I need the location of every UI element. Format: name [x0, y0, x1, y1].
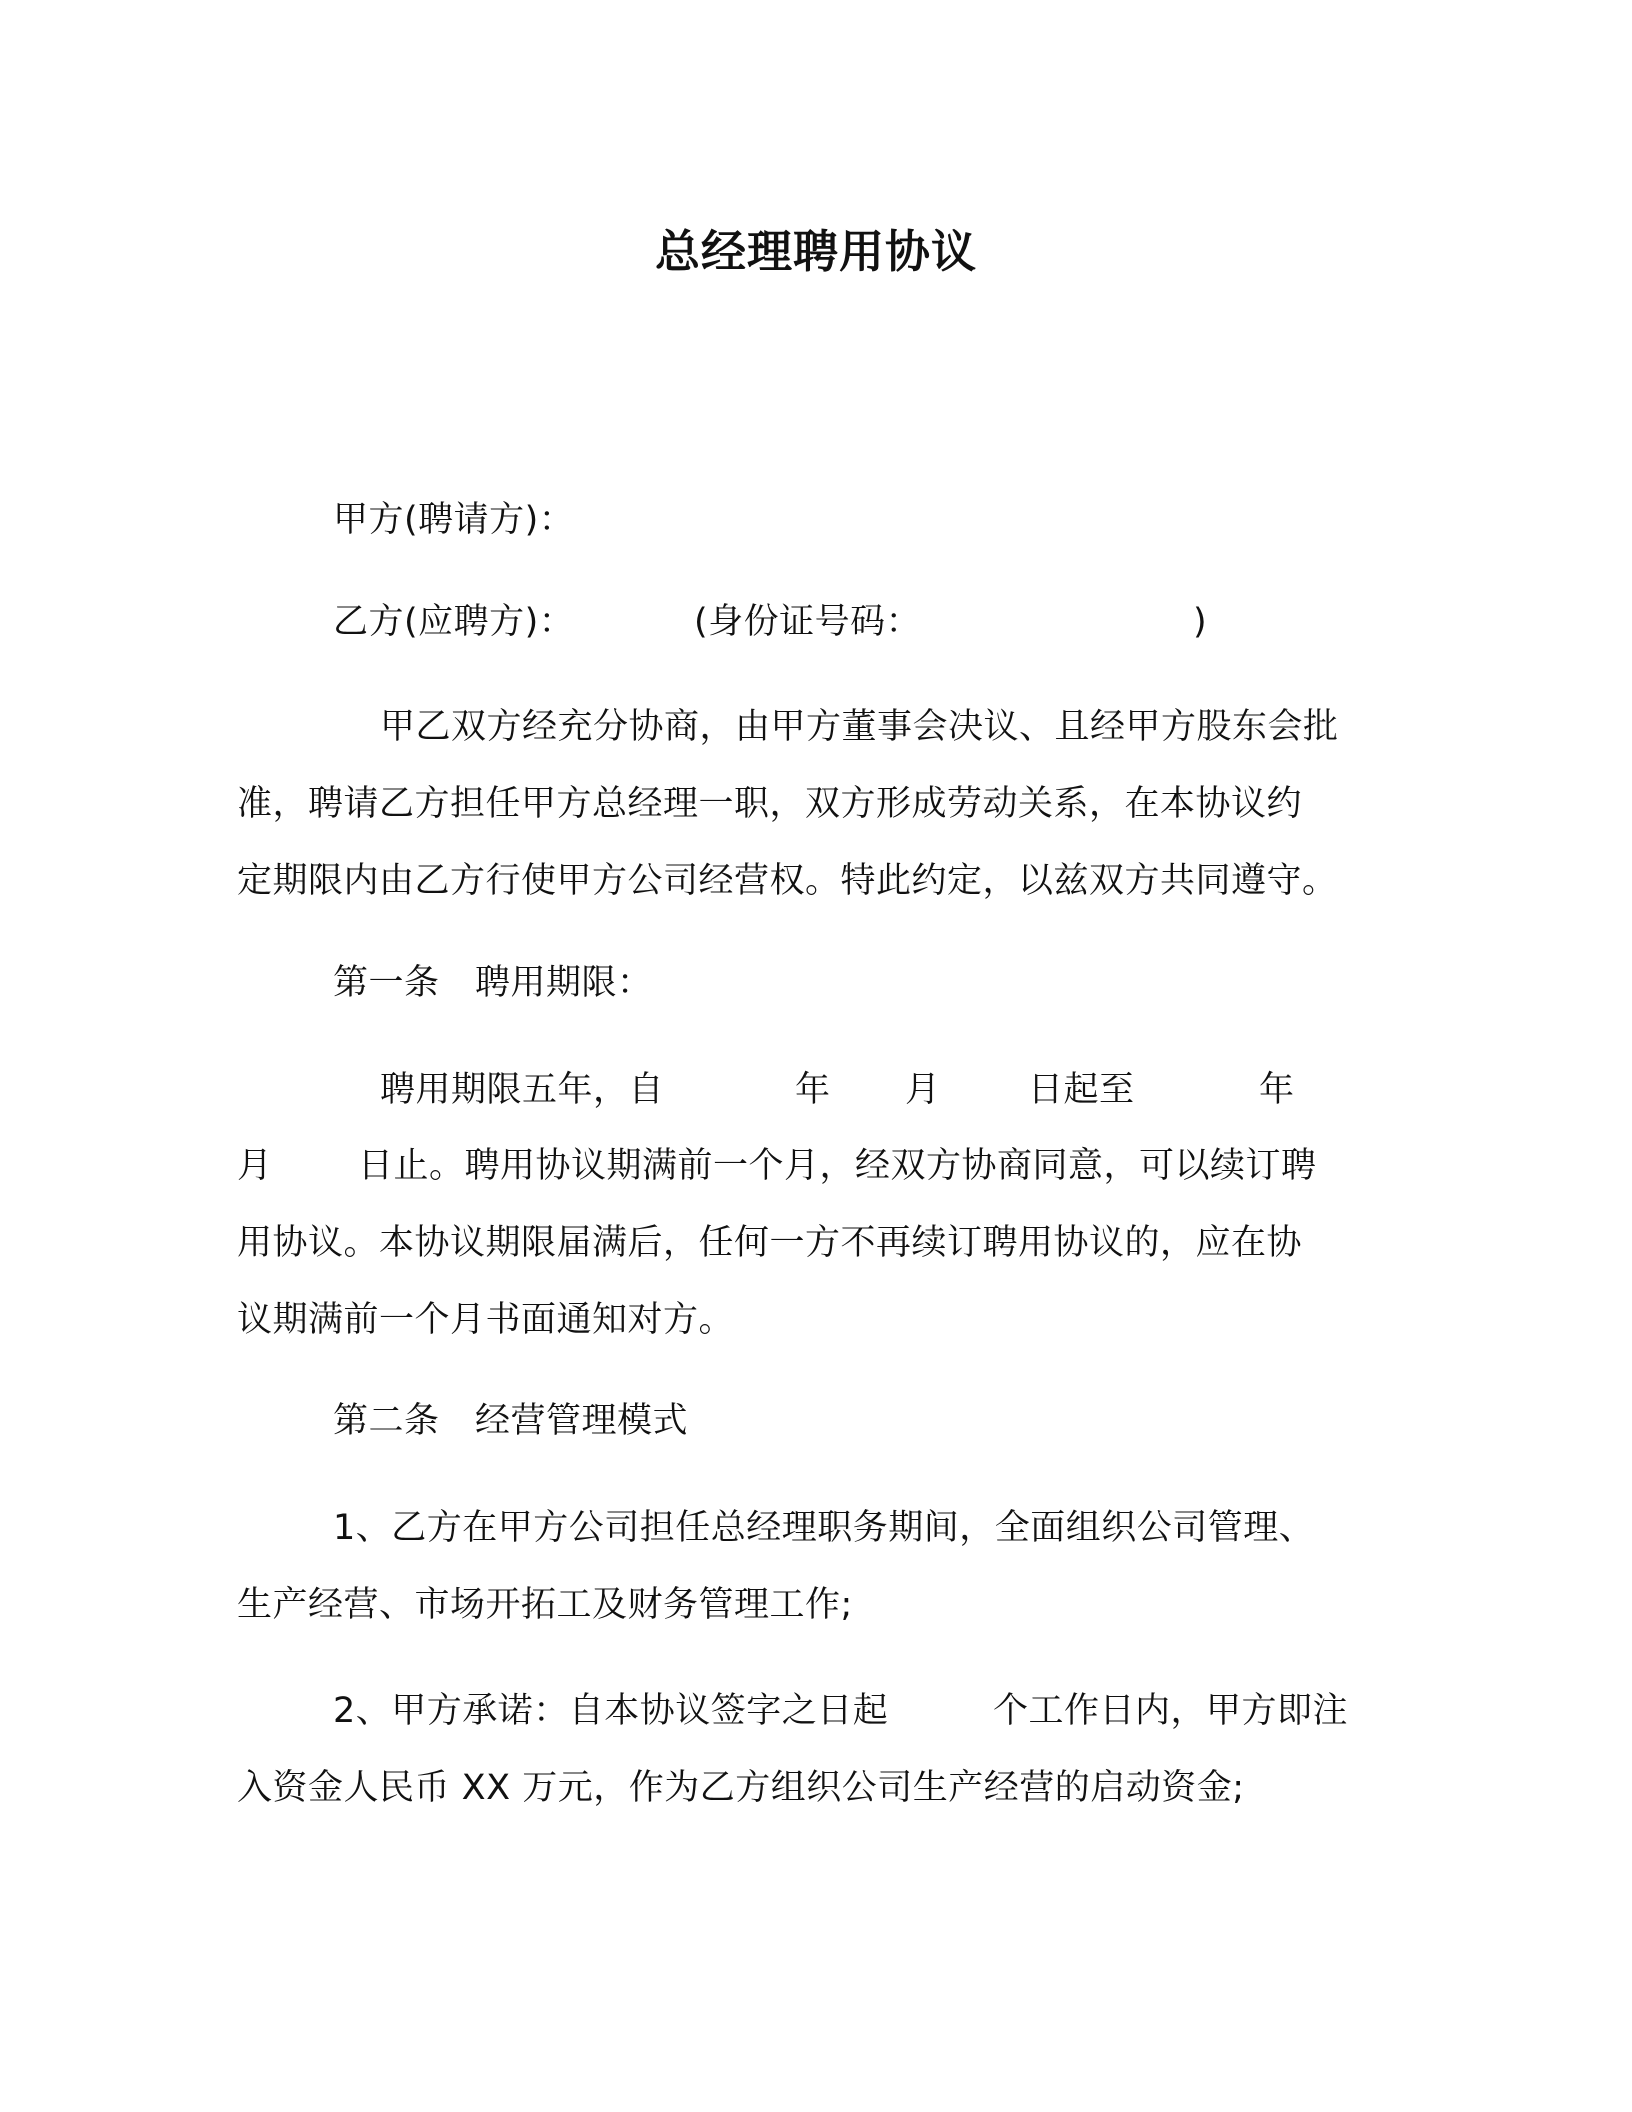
start-month-label: 月	[905, 1070, 941, 1110]
end-day-text: 日止。聘用协议期满前一个月，经双方协商同意，可以续订聘	[358, 1146, 1317, 1186]
document-title: 总经理聘用协议	[654, 225, 977, 278]
start-year-label: 年	[795, 1070, 831, 1110]
article-1-line	[380, 1066, 1380, 1114]
intro-line: 甲乙双方经充分协商，由甲方董事会决议、且经甲方股东会批	[380, 707, 1339, 747]
article-2-item-1-line: 1、乙方在甲方公司担任总经理职务期间，全面组织公司管理、	[333, 1508, 1315, 1548]
article-2-item-2-line: 入资金人民币 XX 万元，作为乙方组织公司生产经营的启动资金;	[237, 1768, 1245, 1808]
article-1-line: 议期满前一个月书面通知对方。	[237, 1300, 735, 1340]
item-2-text-a: 2、甲方承诺：自本协议签字之日起	[333, 1691, 889, 1731]
item-2-text-b: 个工作日内，甲方即注	[993, 1691, 1349, 1731]
article-1-heading: 第一条 聘用期限：	[333, 963, 653, 1003]
article-1-line	[237, 1142, 1437, 1190]
article-2-item-2-line	[333, 1687, 1433, 1735]
article-2-item-1-line: 生产经营、市场开拓工及财务管理工作;	[237, 1585, 853, 1625]
intro-line: 准，聘请乙方担任甲方总经理一职，双方形成劳动关系，在本协议约	[237, 784, 1303, 824]
party-b-label: 乙方(应聘方)：	[333, 602, 575, 642]
article-1-line: 用协议。本协议期限届满后，任何一方不再续订聘用协议的，应在协	[237, 1223, 1303, 1263]
intro-line: 定期限内由乙方行使甲方公司经营权。特此约定，以兹双方共同遵守。	[237, 861, 1338, 901]
article-2-heading: 第二条 经营管理模式	[333, 1401, 689, 1441]
party-a-label: 甲方(聘请方)：	[333, 500, 575, 540]
id-number-close: )	[1193, 602, 1208, 642]
start-day-label: 日起至	[1028, 1070, 1135, 1110]
party-b-line	[333, 598, 1233, 646]
end-month-label: 月	[237, 1146, 273, 1186]
id-number-open: (身份证号码：	[694, 602, 922, 642]
end-year-label: 年	[1259, 1070, 1295, 1110]
term-start-text: 聘用期限五年，自	[380, 1070, 665, 1110]
